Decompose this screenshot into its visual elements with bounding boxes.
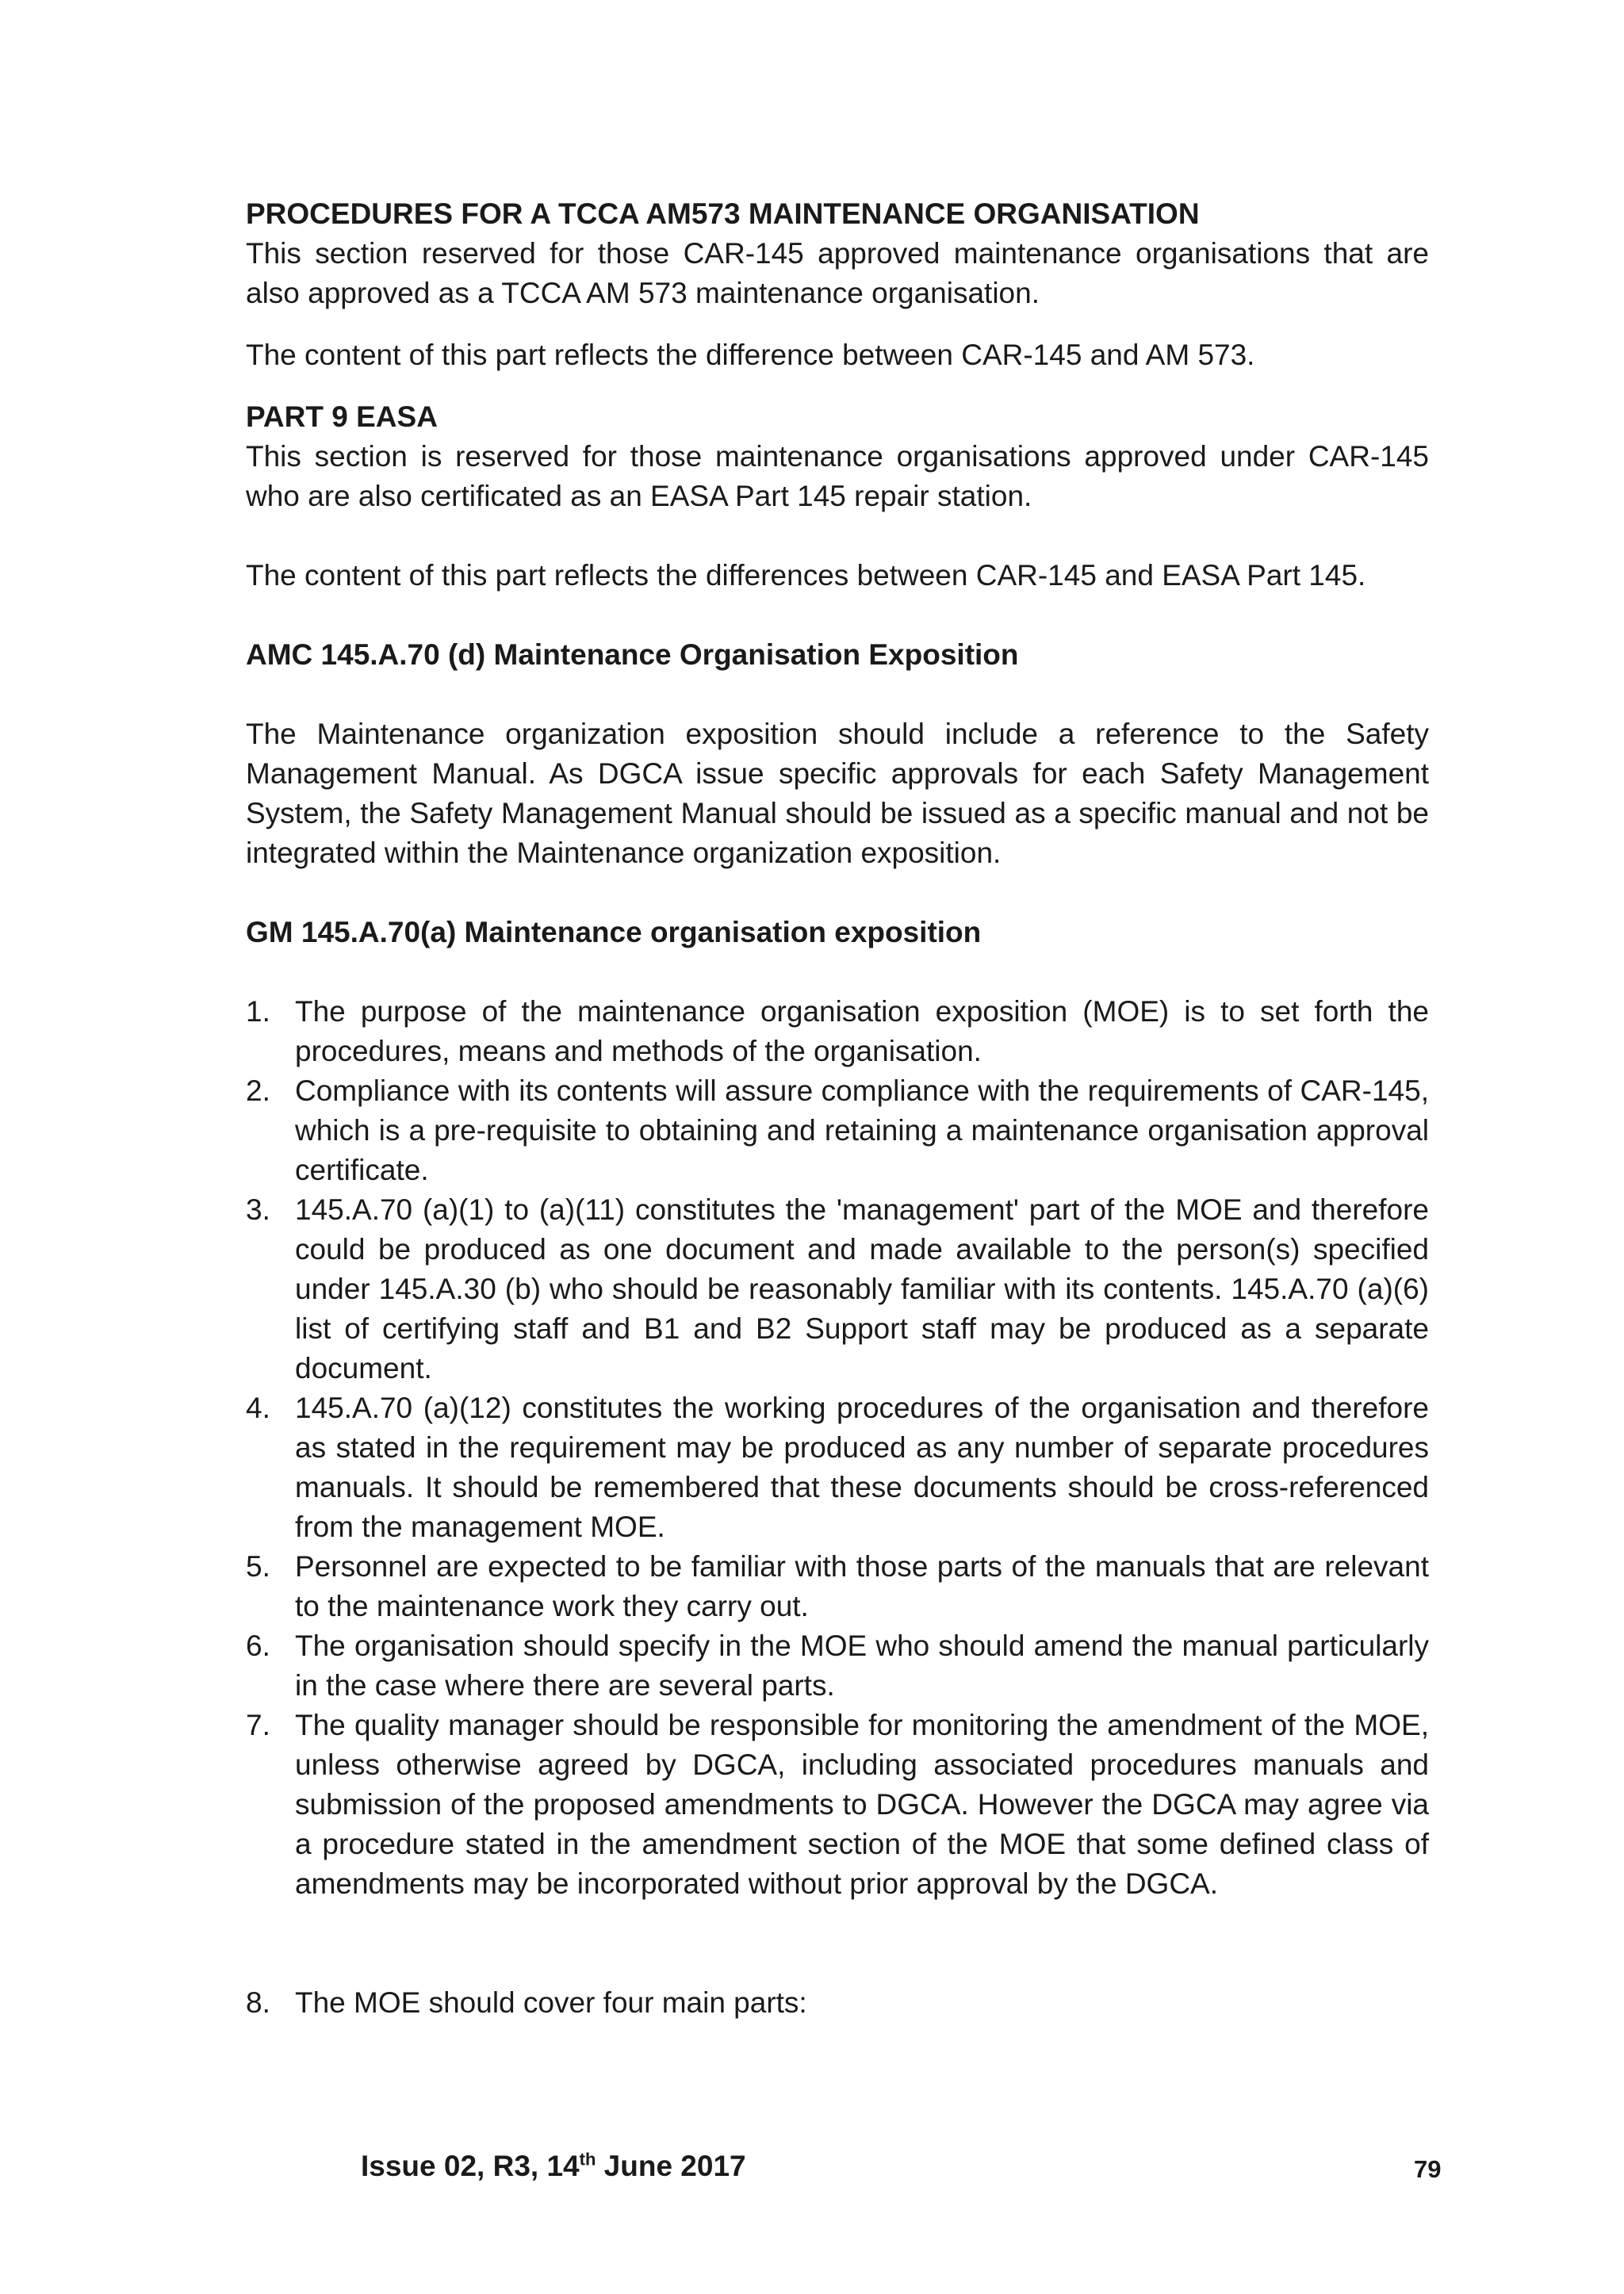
list-item xyxy=(246,1626,1429,1706)
list-item xyxy=(246,1983,1429,2023)
list-item-number: 3. xyxy=(246,1193,270,1226)
paragraph-tcca-2: The content of this part reflects the difference between CAR-145 and AM 573. xyxy=(246,339,1255,371)
list-item-text: The purpose of the maintenance organisation exposition (MOE) is to set forth the procedures, means and methods of the organisation. xyxy=(295,995,1429,1067)
list-item-text: Personnel are expected to be familiar with those parts of the manuals that are relevant to the maintenance work they carry out. xyxy=(295,1550,1429,1622)
paragraph-tcca-1: This section reserved for those CAR-145 approved maintenance organisations that are also approved as a TCCA AM 573 maintenance organisation. xyxy=(246,237,1429,309)
section-heading-tcca: PROCEDURES FOR A TCCA AM573 MAINTENANCE ORGANISATION xyxy=(246,197,1200,230)
footer-issue-prefix: Issue 02, R3, 14 xyxy=(361,2150,580,2182)
list-item-number: 7. xyxy=(246,1709,270,1741)
list-item xyxy=(246,1071,1429,1190)
footer-issue-info xyxy=(361,2149,746,2184)
list-item-number: 4. xyxy=(246,1392,270,1424)
list-item xyxy=(246,1388,1429,1547)
list-item-number: 5. xyxy=(246,1550,270,1583)
list-item xyxy=(246,1547,1429,1626)
footer-issue-suffix: June 2017 xyxy=(596,2150,746,2182)
section-heading-gm: GM 145.A.70(a) Maintenance organisation exposition xyxy=(246,916,982,948)
paragraph-easa-1: This section is reserved for those maintenance organisations approved under CAR-145 who are also certificated as an EASA Part 145 repair station. xyxy=(246,440,1429,512)
list-item xyxy=(246,992,1429,1071)
footer-issue-ordinal: th xyxy=(579,2149,596,2170)
list-item xyxy=(246,1190,1429,1388)
page-number: 79 xyxy=(1414,2155,1442,2183)
list-item-text: The organisation should specify in the MOE who should amend the manual particularly in the case where there are several parts. xyxy=(295,1630,1429,1702)
list-item-number: 1. xyxy=(246,995,270,1028)
document-page xyxy=(246,194,1429,2023)
section-heading-amc: AMC 145.A.70 (d) Maintenance Organisation Exposition xyxy=(246,638,1019,671)
section-heading-easa: PART 9 EASA xyxy=(246,400,438,433)
list-item-number: 2. xyxy=(246,1074,270,1107)
list-item-text: 145.A.70 (a)(12) constitutes the working procedures of the organisation and therefore as stated in the requirement may be produced as any number of separate procedures manuals. It should be remembered that these documents should be cross-referenced from the management MOE. xyxy=(295,1392,1429,1543)
list-item-number: 6. xyxy=(246,1630,270,1662)
list-item-text: The quality manager should be responsible for monitoring the amendment of the MOE, unless otherwise agreed by DGCA, including associated procedures manuals and submission of the proposed amendments to DGCA. However the DGCA may agree via a procedure stated in the amendment section of the MOE that some defined class of amendments may be incorporated without prior approval by the DGCA. xyxy=(295,1709,1429,1900)
gm-numbered-list xyxy=(246,992,1429,2023)
paragraph-amc-1: The Maintenance organization exposition should include a reference to the Safety Management Manual. As DGCA issue specific approvals for each Safety Management System, the Safety Management Manual should be issued as a specific manual and not be integrated within the Maintenance organization exposition. xyxy=(246,718,1429,869)
paragraph-easa-2: The content of this part reflects the differences between CAR-145 and EASA Part 145. xyxy=(246,559,1366,592)
list-item-number: 8. xyxy=(246,1986,270,2019)
list-item xyxy=(246,1706,1429,1904)
list-item-text: Compliance with its contents will assure compliance with the requirements of CAR-145, which is a pre-requisite to obtaining and retaining a maintenance organisation approval certificate. xyxy=(295,1074,1429,1186)
list-item-text: The MOE should cover four main parts: xyxy=(295,1986,807,2019)
list-item-text: 145.A.70 (a)(1) to (a)(11) constitutes the 'management' part of the MOE and therefore could be produced as one document and made available to the person(s) specified under 145.A.30 (b) who should be reasonably familiar with its contents. 145.A.70 (a)(6) list of certifying staff and B1 and B2 Support staff may be produced as a separate document. xyxy=(295,1193,1429,1384)
